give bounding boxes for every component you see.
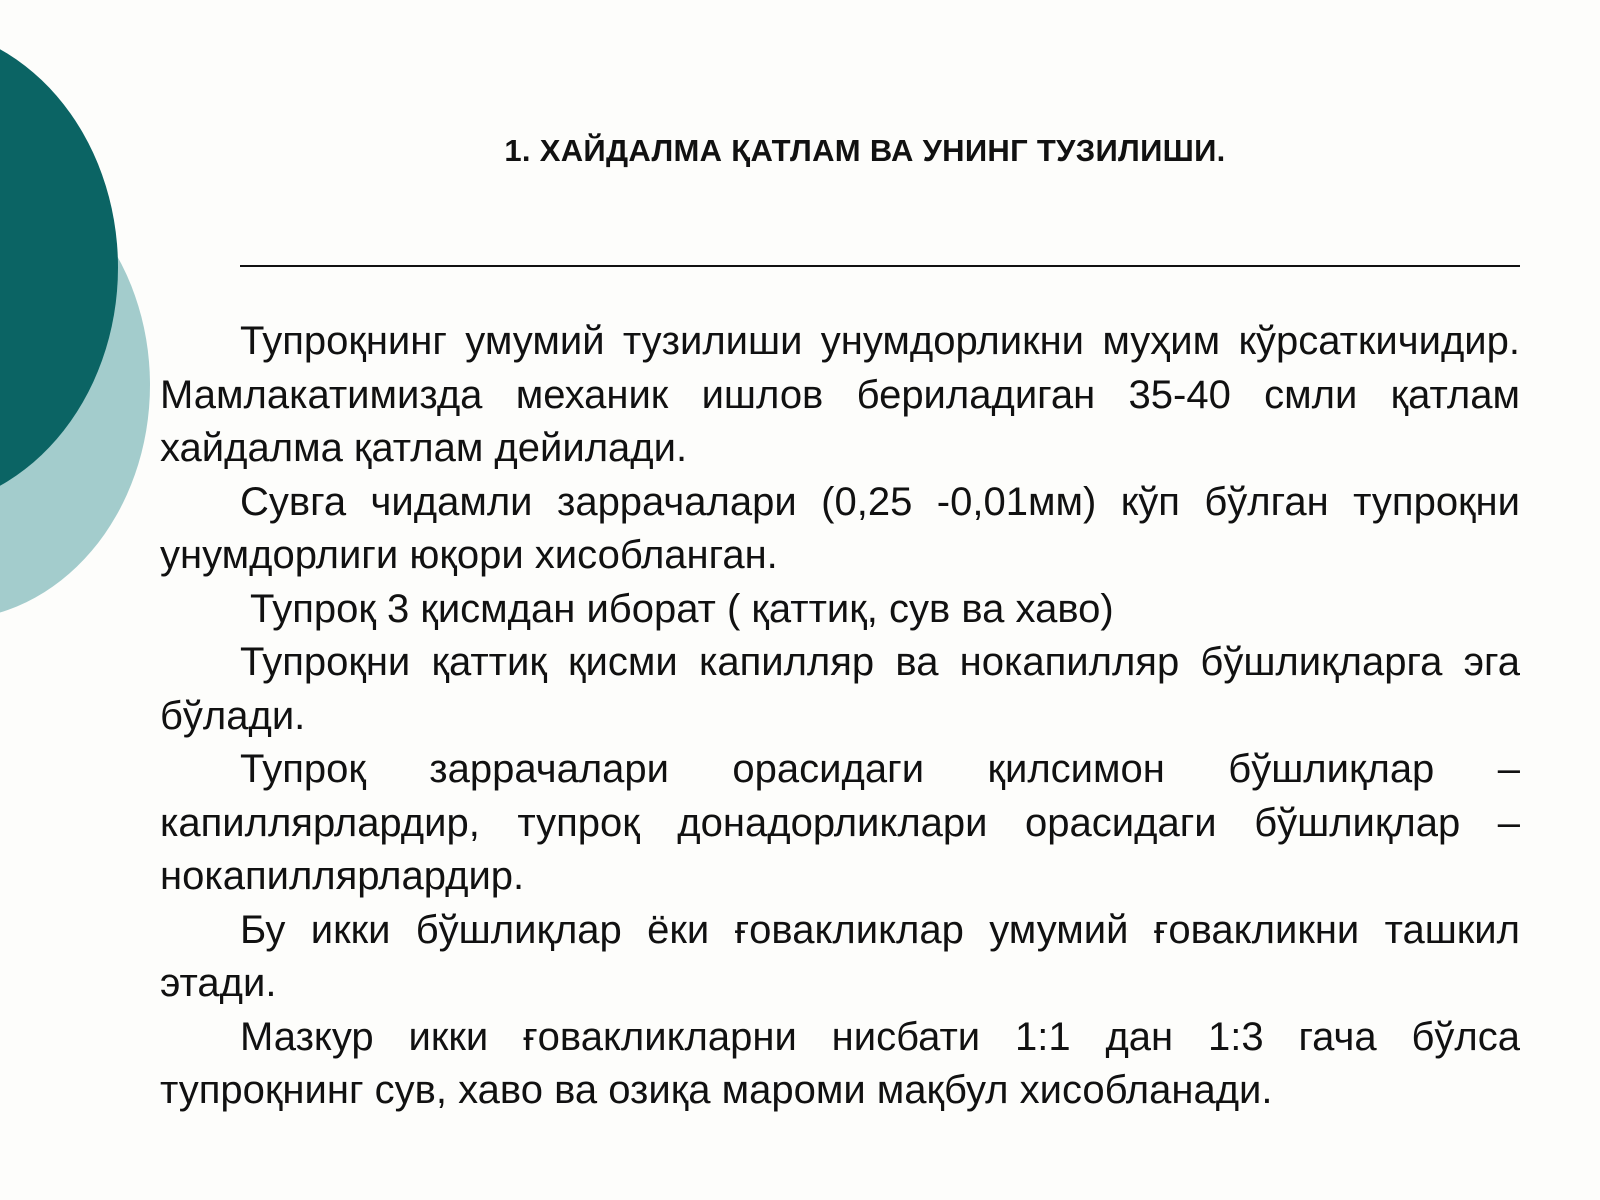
paragraph-ratio: Мазкур икки ғовакликларни нисбати 1:1 дан 1:3 гача бўлса тупроқнинг сув, хаво ва озиқа мароми мақбул хисобланади.: [160, 1014, 1520, 1112]
paragraph-capillaries: Тупроқ заррачалари орасидаги қилсимон бўшлиқлар – капиллярлардир, тупроқ донадорликлари орасидаги бўшлиқлар – нокапиллярлардир.: [160, 747, 1520, 898]
paragraph-particles: Сувга чидамли заррачалари (0,25 -0,01мм) кўп бўлган тупроқни унумдорлиги юқори хисобланган.: [160, 479, 1520, 577]
title-divider: [240, 265, 1520, 267]
paragraph-solid-part: Тупроқни қаттиқ қисми капилляр ва нокапилляр бўшлиқларга эга бўлади.: [160, 640, 1520, 738]
paragraph-porosity: Бу икки бўшлиқлар ёки ғовакликлар умумий ғовакликни ташкил этади.: [160, 907, 1520, 1005]
slide-body: [160, 315, 1520, 1118]
paragraph-three-parts: Тупроқ 3 қисмдан иборат ( қаттиқ, сув ва хаво): [250, 586, 1114, 631]
paragraph-structure: Тупроқнинг умумий тузилиши унумдорликни муҳим кўрсаткичидир. Мамлакатимизда механик ишлов бериладиган 35-40 смли қатлам хайдалма қатлам дейилади.: [160, 319, 1520, 470]
slide-title: 1. ХАЙДАЛМА ҚАТЛАМ ВА УНИНГ ТУЗИЛИШИ.: [504, 133, 1226, 168]
